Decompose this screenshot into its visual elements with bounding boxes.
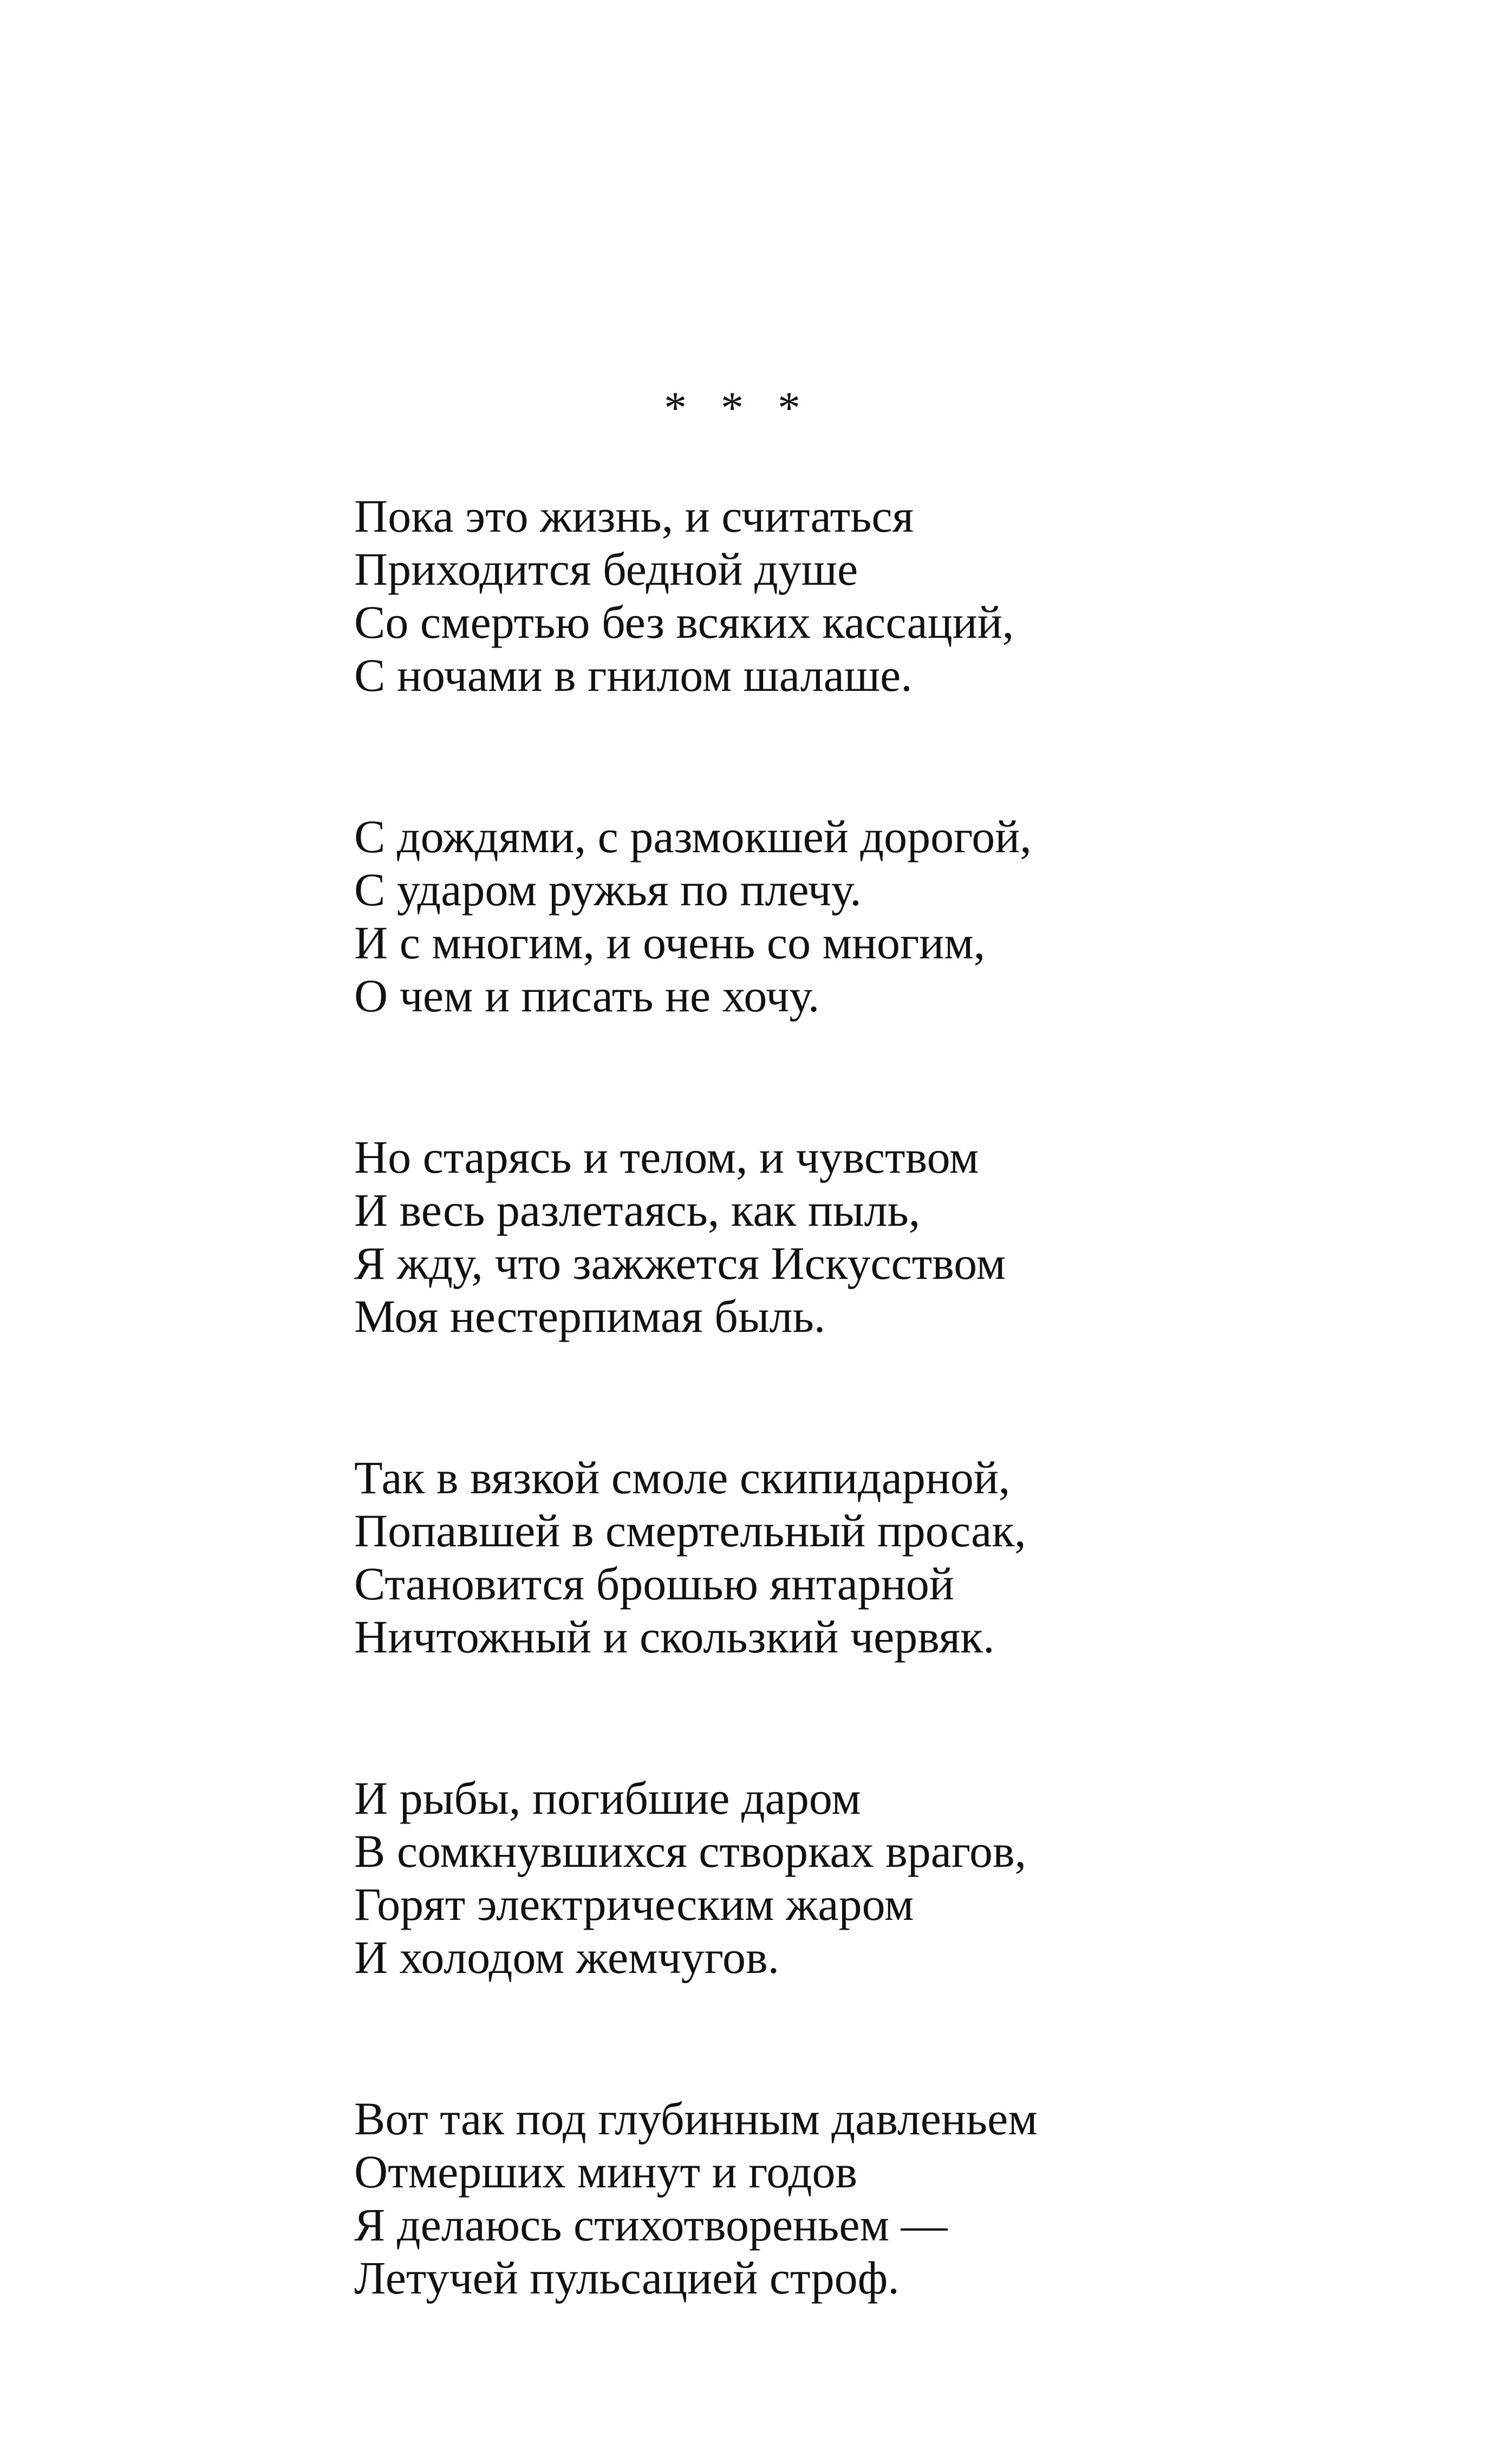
poem-line: Со смертью без всяких кассаций, [354,596,1014,648]
poem-line: В сомкнувшихся створках врагов, [354,1825,1027,1877]
poem-line: И с многим, и очень со многим, [354,917,986,969]
poem-line: Вот так под глубинным давленьем [354,2093,1038,2145]
poem-line: Моя нестерпимая быль. [354,1290,826,1342]
poem-line: С ударом ружья по плечу. [354,864,862,916]
poem [354,489,1437,2304]
stanza-5 [354,1772,1437,1984]
poem-line: Так в вязкой смоле скипидарной, [354,1452,1011,1504]
section-asterisks: * * * [664,383,800,433]
stanza-4 [354,1451,1437,1663]
poem-line: Приходится бедной душе [354,543,858,595]
poem-line: Я жду, что зажжется Искусством [354,1237,1006,1289]
stanza-6 [354,2092,1437,2304]
poem-line: И холодом жемчугов. [354,1931,780,1983]
stanza-2 [354,810,1437,1022]
poem-line: С дождями, с размокшей дорогой, [354,811,1032,862]
poem-line: Попавшей в смертельный просак, [354,1505,1026,1557]
stanza-3 [354,1130,1437,1343]
poem-line: Но старясь и телом, и чувством [354,1131,979,1183]
poem-line: Пока это жизнь, и считаться [354,490,914,542]
poem-line: Становится брошью янтарной [354,1558,954,1610]
poem-line: Летучей пульсацией строф. [354,2252,900,2304]
poem-line: Отмерших минут и годов [354,2146,858,2198]
poem-line: И весь разлетаясь, как пыль, [354,1184,921,1236]
poem-line: И рыбы, погибшие даром [354,1772,861,1824]
poem-line: Горят электрическим жаром [354,1878,914,1930]
stanza-1 [354,489,1437,702]
poem-line: С ночами в гнилом шалаше. [354,649,913,701]
poem-line: Ничтожный и скользкий червяк. [354,1611,995,1663]
poem-line: Я делаюсь стихотвореньем — [354,2199,948,2251]
poem-line: О чем и писать не хочу. [354,970,820,1022]
